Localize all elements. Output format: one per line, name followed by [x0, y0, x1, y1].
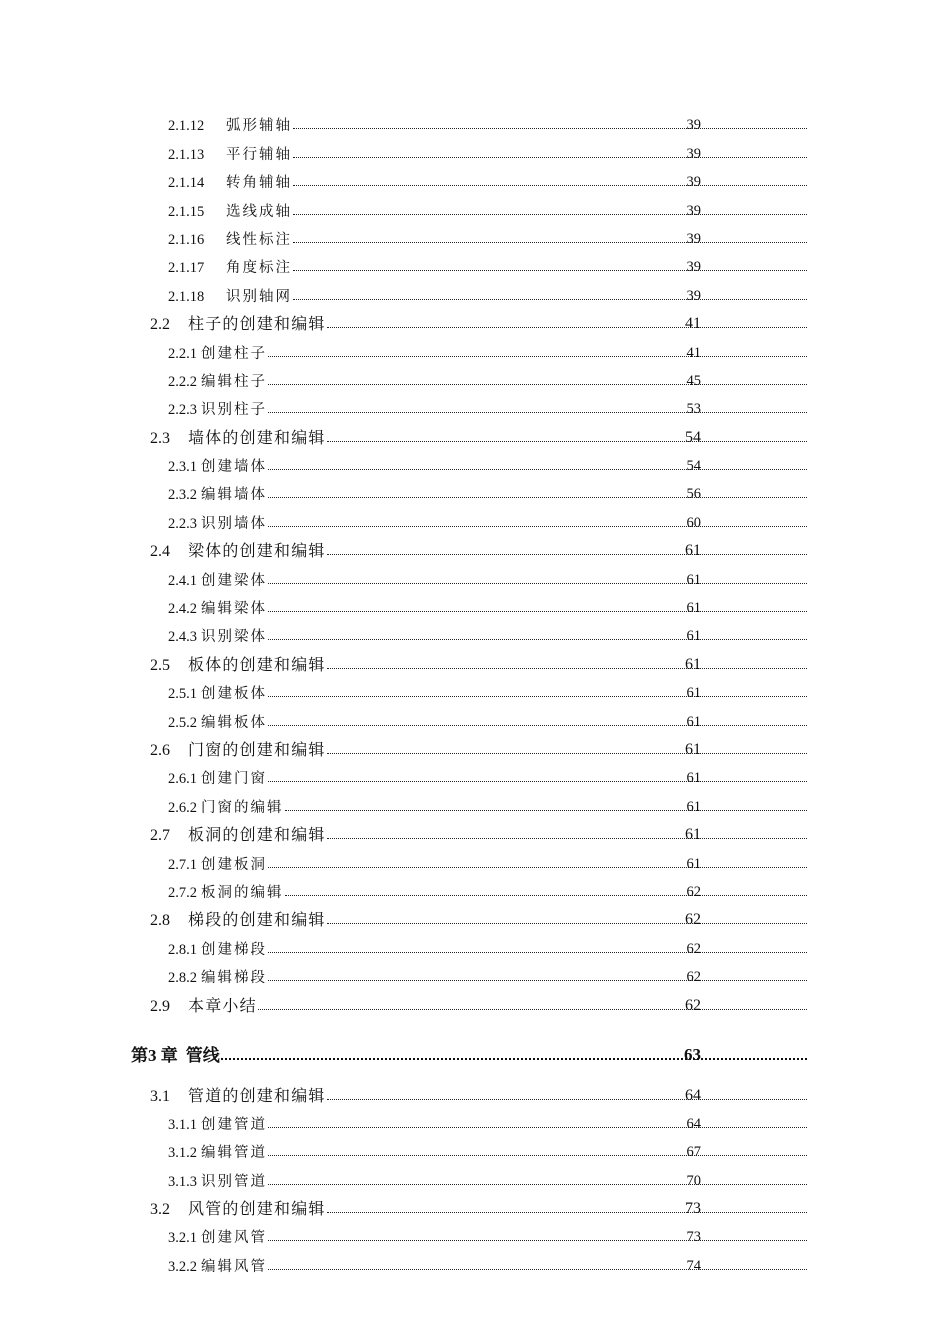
- toc-entry-number: 3.2.2: [168, 1258, 197, 1275]
- toc-dot-leader: [268, 610, 807, 612]
- toc-entry-number: 3.2: [150, 1201, 170, 1219]
- toc-entry-text: [168, 682, 268, 703]
- toc-dot-leader: [293, 298, 807, 300]
- toc-entry-title: 创建门窗: [201, 771, 267, 788]
- toc-entry[interactable]: [0, 107, 807, 135]
- toc-entry-number: 2.8: [150, 912, 170, 930]
- toc-entry-text: [168, 228, 293, 249]
- toc-entry-title: 创建板体: [201, 686, 267, 703]
- toc-entry-number: 2.6.1: [168, 771, 197, 788]
- toc-dot-leader: [268, 724, 807, 726]
- toc-entry[interactable]: [0, 618, 807, 646]
- toc-entry[interactable]: [0, 192, 807, 220]
- toc-dot-leader: [327, 326, 807, 328]
- toc-entry[interactable]: [0, 135, 807, 163]
- toc-page-number: 63: [684, 1044, 701, 1064]
- toc-entry-title: 识别柱子: [201, 402, 267, 419]
- toc-entry-number: 2.3.2: [168, 487, 197, 504]
- toc-entry-title: 梁体的创建和编辑: [188, 543, 326, 561]
- toc-entry[interactable]: [0, 334, 807, 362]
- toc-page-number: 70: [686, 1172, 701, 1189]
- toc-entry-number: 2.5.2: [168, 714, 197, 731]
- toc-entry-title: 编辑管道: [201, 1145, 267, 1162]
- toc-entry-number: 2.1.18: [168, 288, 205, 305]
- toc-entry-title: 创建管道: [201, 1116, 267, 1133]
- toc-entry-title: 识别梁体: [201, 629, 267, 646]
- table-of-contents: [0, 107, 950, 1276]
- toc-page-number: 61: [686, 685, 701, 702]
- toc-entry-number: 2.2.3: [168, 515, 197, 532]
- toc-dot-leader: [268, 411, 807, 413]
- toc-page-number: 41: [686, 344, 701, 361]
- toc-dot-leader: [268, 1126, 807, 1128]
- toc-entry-number: 2.7.1: [168, 856, 197, 873]
- toc-page-number: 54: [685, 428, 701, 446]
- toc-entry[interactable]: [0, 874, 807, 902]
- toc-entry-number: 2.5.1: [168, 686, 197, 703]
- toc-entry-title: 识别轴网: [226, 288, 292, 305]
- toc-page-number: 41: [685, 315, 701, 333]
- toc-entry-title: 识别管道: [201, 1173, 267, 1190]
- toc-entry[interactable]: [0, 732, 807, 760]
- toc-dot-leader: [327, 837, 807, 839]
- toc-entry-text: [168, 881, 285, 902]
- toc-page-number: 62: [686, 969, 701, 986]
- toc-entry-text: [150, 538, 327, 561]
- toc-entry-number: 2.9: [150, 997, 170, 1015]
- toc-entry-number: 2.6: [150, 741, 170, 759]
- toc-entry[interactable]: [0, 363, 807, 391]
- toc-page-number: 61: [686, 713, 701, 730]
- toc-entry-text: [150, 311, 327, 334]
- toc-entry-title: 门窗的编辑: [201, 799, 284, 816]
- toc-entry-title: 创建板洞: [201, 856, 267, 873]
- toc-entry[interactable]: [0, 249, 807, 277]
- toc-entry-title: 创建柱子: [201, 345, 267, 362]
- toc-entry-number: 2.5: [150, 656, 170, 674]
- toc-dot-leader: [268, 951, 807, 953]
- toc-dot-leader: [268, 866, 807, 868]
- toc-entry-title: 创建梯段: [201, 941, 267, 958]
- toc-entry-text: [168, 512, 268, 533]
- toc-page-number: 64: [686, 1115, 701, 1132]
- toc-dot-leader: [327, 752, 807, 754]
- toc-entry[interactable]: [0, 788, 807, 816]
- toc-entry[interactable]: [0, 476, 807, 504]
- toc-entry-title: 本章小结: [188, 997, 257, 1015]
- toc-entry-title: 角度标注: [226, 260, 292, 277]
- toc-dot-leader: [327, 922, 807, 924]
- toc-entry-text: [168, 256, 293, 277]
- toc-entry-number: 第3 章: [131, 1045, 178, 1065]
- toc-entry[interactable]: [0, 590, 807, 618]
- toc-entry-number: 2.7: [150, 827, 170, 845]
- toc-page-number: 73: [686, 1229, 701, 1246]
- toc-entry-title: 管线: [185, 1045, 220, 1065]
- toc-dot-leader: [293, 241, 807, 243]
- toc-entry-number: 2.2.3: [168, 402, 197, 419]
- toc-page-number: 62: [685, 996, 701, 1014]
- toc-entry-number: 2.8.1: [168, 941, 197, 958]
- toc-entry[interactable]: [0, 1219, 807, 1247]
- toc-entry-text: [150, 737, 327, 760]
- toc-dot-leader: [293, 269, 807, 271]
- toc-page-number: 39: [686, 202, 701, 219]
- toc-entry-text: [150, 1196, 327, 1219]
- toc-dot-leader: [327, 1211, 807, 1213]
- toc-page-number: 62: [685, 911, 701, 929]
- toc-dot-leader: [327, 667, 807, 669]
- toc-dot-leader: [268, 1239, 807, 1241]
- toc-dot-leader: [327, 553, 807, 555]
- toc-entry-text: [168, 569, 268, 590]
- toc-entry-number: 2.2: [150, 316, 170, 334]
- toc-entry-title: 编辑板体: [201, 714, 267, 731]
- toc-entry-title: 转角辅轴: [226, 175, 292, 192]
- toc-entry-number: 2.4.3: [168, 629, 197, 646]
- toc-dot-leader: [293, 184, 807, 186]
- toc-dot-leader: [258, 1008, 807, 1010]
- toc-page-number: 61: [686, 770, 701, 787]
- toc-entry[interactable]: [0, 1016, 807, 1066]
- toc-entry-title: 弧形辅轴: [226, 118, 292, 135]
- toc-entry[interactable]: [0, 959, 807, 987]
- toc-entry-number: 3.1: [150, 1087, 170, 1105]
- toc-dot-leader: [221, 1057, 807, 1060]
- toc-entry-number: 2.4.1: [168, 572, 197, 589]
- toc-entry-text: [131, 1041, 221, 1066]
- toc-entry-title: 编辑墙体: [201, 487, 267, 504]
- toc-entry[interactable]: [0, 1247, 807, 1275]
- toc-page-number: 39: [686, 145, 701, 162]
- toc-entry-number: 3.1.1: [168, 1116, 197, 1133]
- toc-dot-leader: [293, 156, 807, 158]
- toc-entry-number: 2.6.2: [168, 799, 197, 816]
- toc-entry[interactable]: [0, 1106, 807, 1134]
- toc-page-number: 62: [686, 883, 701, 900]
- toc-entry-text: [168, 1226, 268, 1247]
- toc-entry-number: 2.3.1: [168, 459, 197, 476]
- toc-page-number: 64: [685, 1086, 701, 1104]
- toc-dot-leader: [268, 582, 807, 584]
- toc-entry-text: [168, 767, 268, 788]
- toc-entry-number: 3.2.1: [168, 1230, 197, 1247]
- toc-entry-text: [168, 1141, 268, 1162]
- toc-entry-title: 板体的创建和编辑: [188, 656, 326, 674]
- toc-entry-title: 平行辅轴: [226, 146, 292, 163]
- toc-entry-title: 选线成轴: [226, 203, 292, 220]
- toc-entry-title: 识别墙体: [201, 515, 267, 532]
- toc-entry[interactable]: [0, 306, 807, 334]
- toc-entry-text: [168, 853, 268, 874]
- toc-dot-leader: [285, 894, 808, 896]
- toc-page-number: 61: [686, 628, 701, 645]
- toc-dot-leader: [327, 440, 807, 442]
- toc-entry-number: 3.1.3: [168, 1173, 197, 1190]
- toc-entry-title: 板洞的编辑: [201, 884, 284, 901]
- toc-page-number: 61: [686, 571, 701, 588]
- toc-entry-text: [168, 200, 293, 221]
- toc-entry-number: 2.1.14: [168, 175, 205, 192]
- toc-entry[interactable]: [0, 1162, 807, 1190]
- toc-page-number: 39: [686, 259, 701, 276]
- toc-dot-leader: [268, 355, 807, 357]
- toc-dot-leader: [268, 525, 807, 527]
- toc-entry-title: 线性标注: [226, 231, 292, 248]
- toc-dot-leader: [285, 809, 808, 811]
- toc-entry[interactable]: [0, 902, 807, 930]
- toc-entry-title: 板洞的创建和编辑: [188, 827, 326, 845]
- toc-entry[interactable]: [0, 533, 807, 561]
- toc-entry-title: 创建风管: [201, 1230, 267, 1247]
- toc-page-number: 74: [686, 1257, 701, 1274]
- toc-dot-leader: [327, 1098, 807, 1100]
- toc-page-number: 61: [685, 655, 701, 673]
- toc-entry[interactable]: [0, 448, 807, 476]
- toc-entry[interactable]: [0, 930, 807, 958]
- toc-entry-number: 2.4.2: [168, 601, 197, 618]
- toc-dot-leader: [268, 979, 807, 981]
- toc-dot-leader: [293, 213, 807, 215]
- toc-page-number: 56: [686, 486, 701, 503]
- toc-page-number: 60: [686, 514, 701, 531]
- toc-entry-title: 梯段的创建和编辑: [188, 912, 326, 930]
- toc-entry[interactable]: [0, 504, 807, 532]
- toc-dot-leader: [268, 468, 807, 470]
- toc-entry-number: 2.1.12: [168, 118, 205, 135]
- toc-page-number: 45: [686, 372, 701, 389]
- toc-entry-title: 创建墙体: [201, 459, 267, 476]
- toc-entry[interactable]: [0, 1134, 807, 1162]
- toc-entry-number: 2.1.15: [168, 203, 205, 220]
- toc-page-number: 61: [685, 826, 701, 844]
- toc-entry-text: [168, 1170, 268, 1191]
- toc-entry-text: [168, 398, 268, 419]
- toc-entry-title: 管道的创建和编辑: [188, 1087, 326, 1105]
- toc-page-number: 62: [686, 940, 701, 957]
- toc-entry-number: 2.4: [150, 543, 170, 561]
- toc-entry-number: 3.1.2: [168, 1145, 197, 1162]
- toc-page-number: 39: [686, 117, 701, 134]
- toc-entry-text: [168, 114, 293, 135]
- toc-entry-text: [150, 1083, 327, 1106]
- toc-page-number: 61: [686, 600, 701, 617]
- toc-entry[interactable]: [0, 987, 807, 1015]
- toc-entry-text: [168, 966, 268, 987]
- toc-entry[interactable]: [0, 760, 807, 788]
- toc-entry[interactable]: [0, 221, 807, 249]
- toc-entry-number: 2.2.2: [168, 373, 197, 390]
- toc-entry-text: [168, 171, 293, 192]
- toc-entry-text: [168, 342, 268, 363]
- toc-entry-text: [150, 425, 327, 448]
- toc-page-number: 73: [685, 1200, 701, 1218]
- toc-entry-title: 编辑柱子: [201, 373, 267, 390]
- toc-entry-title: 编辑风管: [201, 1258, 267, 1275]
- toc-dot-leader: [268, 780, 807, 782]
- toc-page-number: 61: [686, 798, 701, 815]
- toc-dot-leader: [268, 383, 807, 385]
- toc-dot-leader: [268, 1154, 807, 1156]
- toc-entry-text: [168, 143, 293, 164]
- toc-entry-text: [168, 370, 268, 391]
- toc-entry[interactable]: [0, 164, 807, 192]
- toc-entry-number: 2.1.17: [168, 260, 205, 277]
- toc-entry[interactable]: [0, 703, 807, 731]
- toc-dot-leader: [268, 1183, 807, 1185]
- toc-entry-text: [150, 652, 327, 675]
- toc-entry[interactable]: [0, 1191, 807, 1219]
- toc-dot-leader: [268, 1268, 807, 1270]
- toc-entry-title: 创建梁体: [201, 572, 267, 589]
- toc-entry[interactable]: [0, 817, 807, 845]
- toc-page-number: 39: [686, 230, 701, 247]
- toc-entry-text: [168, 1113, 268, 1134]
- toc-page-number: 54: [686, 458, 701, 475]
- toc-entry[interactable]: [0, 675, 807, 703]
- toc-page-number: 39: [686, 287, 701, 304]
- toc-entry-title: 编辑梯段: [201, 970, 267, 987]
- toc-page-number: 61: [685, 740, 701, 758]
- toc-entry-title: 柱子的创建和编辑: [188, 316, 326, 334]
- toc-entry-text: [168, 455, 268, 476]
- toc-entry[interactable]: [0, 1066, 807, 1106]
- toc-page-number: 53: [686, 401, 701, 418]
- toc-dot-leader: [268, 695, 807, 697]
- toc-entry-text: [168, 711, 268, 732]
- toc-entry[interactable]: [0, 845, 807, 873]
- toc-page-number: 61: [686, 855, 701, 872]
- toc-entry-text: [168, 938, 268, 959]
- toc-entry[interactable]: [0, 561, 807, 589]
- toc-entry-text: [168, 285, 293, 306]
- toc-entry-number: 2.7.2: [168, 884, 197, 901]
- toc-page-number: 67: [686, 1144, 701, 1161]
- toc-entry-text: [168, 1255, 268, 1276]
- toc-entry-number: 2.2.1: [168, 345, 197, 362]
- toc-entry-title: 编辑梁体: [201, 601, 267, 618]
- toc-entry[interactable]: [0, 277, 807, 305]
- toc-page-number: 61: [685, 542, 701, 560]
- toc-entry-text: [150, 907, 327, 930]
- toc-entry-number: 2.1.13: [168, 146, 205, 163]
- toc-entry-number: 2.1.16: [168, 231, 205, 248]
- toc-entry-text: [150, 822, 327, 845]
- toc-entry[interactable]: [0, 646, 807, 674]
- toc-entry-number: 2.3: [150, 429, 170, 447]
- toc-entry-number: 2.8.2: [168, 970, 197, 987]
- toc-entry[interactable]: [0, 419, 807, 447]
- toc-entry[interactable]: [0, 391, 807, 419]
- toc-entry-text: [150, 993, 258, 1016]
- toc-page-number: 39: [686, 174, 701, 191]
- toc-dot-leader: [293, 127, 807, 129]
- toc-dot-leader: [268, 638, 807, 640]
- toc-dot-leader: [268, 496, 807, 498]
- toc-entry-title: 墙体的创建和编辑: [188, 429, 326, 447]
- toc-entry-title: 风管的创建和编辑: [188, 1201, 326, 1219]
- toc-entry-text: [168, 796, 285, 817]
- toc-entry-text: [168, 625, 268, 646]
- toc-entry-title: 门窗的创建和编辑: [188, 741, 326, 759]
- toc-entry-text: [168, 597, 268, 618]
- toc-entry-text: [168, 483, 268, 504]
